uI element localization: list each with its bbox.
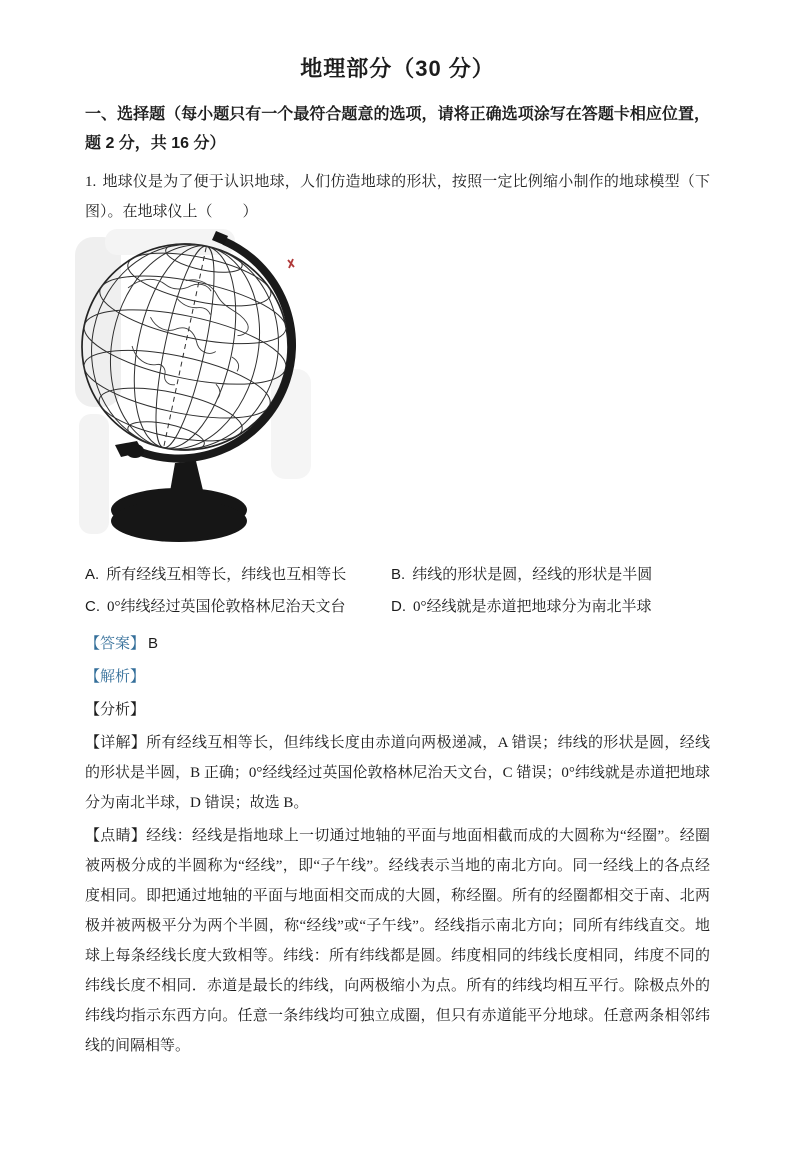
key-point-label: 【点睛】 xyxy=(85,828,147,844)
detail-text: 所有经线互相等长，但纬线长度由赤道向两极递减，A 错误；纬线的形状是圆，经线的形状是半圆，B 正确；0°经线经过英国伦敦格林尼治天文台，C 错误；0°纬线就是赤道把地球分为南北半球，D 错误；故选 B。 xyxy=(85,735,710,811)
question-number: 1. xyxy=(85,174,97,190)
option-c xyxy=(85,591,391,623)
arc-bottom-knob xyxy=(126,444,144,458)
detail-label: 【详解】 xyxy=(85,735,147,751)
option-d xyxy=(391,591,710,623)
question-text: 地球仪是为了便于认识地球，人们仿造地球的形状，按照一定比例缩小制作的地球模型（下图）。在地球仪上（ ） xyxy=(85,174,710,220)
answer-value: B xyxy=(148,635,159,652)
answer-label: 【答案】 xyxy=(85,636,146,652)
explanation-label: 【解析】 xyxy=(85,669,146,685)
option-b-text: 纬线的形状是圆，经线的形状是半圆 xyxy=(412,567,653,583)
globe-illustration xyxy=(75,229,325,551)
key-point-text: 经线：经线是指地球上一切通过地轴的平面与地面相截而成的大圆称为“经圈”。经圈被两极分成的半圆称为“经线”，即“子午线”。经线表示当地的南北方向。同一经线上的各点经度相同。即把通过地轴的平面与地面相交而成的大圆，称经圈。所有的经圈都相交于南、北两极并被两极平分为两个半圆，称“经线”或“子午线”。经线指示南北方向；同所有纬线直交。地球上每条经线长度大致相等。纬线：所有纬线都是圆。纬度相同的纬线长度相同，纬度不同的纬线长度不相同．赤道是最长的纬线，向两极缩小为点。所有的纬线均相互平行。除极点外的纬线均指示东西方向。任意一条纬线均可独立成圈，但只有赤道能平分地球。任意两条相邻纬线的间隔相等。 xyxy=(85,828,710,1054)
option-a-text: 所有经线互相等长，纬线也互相等长 xyxy=(106,567,347,583)
globe-figure xyxy=(75,229,325,551)
option-b xyxy=(391,559,710,591)
scan-noise xyxy=(79,414,109,534)
option-a-label: A. xyxy=(85,566,100,583)
red-scan-mark xyxy=(288,259,294,268)
detail-paragraph xyxy=(85,728,710,818)
page-title: 地理部分（30 分） xyxy=(300,56,495,81)
option-b-label: B. xyxy=(391,566,406,583)
analysis-label: 【分析】 xyxy=(85,702,146,718)
option-c-label: C. xyxy=(85,598,100,615)
stand-base xyxy=(111,500,247,542)
stand-arc xyxy=(133,241,292,459)
question-1 xyxy=(85,167,710,227)
option-d-text: 0°经线就是赤道把地球分为南北半球 xyxy=(413,599,652,615)
key-point-paragraph xyxy=(85,821,710,1061)
scan-noise xyxy=(75,237,121,407)
section-heading: 一、选择题（每小题只有一个最符合题意的选项，请将正确选项涂写在答题卡相应位置，题 2 分，共 16 分） xyxy=(85,106,710,152)
document-page xyxy=(0,54,793,1061)
scan-noise xyxy=(271,369,311,479)
option-c-text: 0°纬线经过英国伦敦格林尼治天文台 xyxy=(107,599,346,615)
option-d-label: D. xyxy=(391,598,406,615)
options-grid xyxy=(85,559,710,623)
option-a xyxy=(85,559,391,591)
answer-line xyxy=(85,627,710,661)
